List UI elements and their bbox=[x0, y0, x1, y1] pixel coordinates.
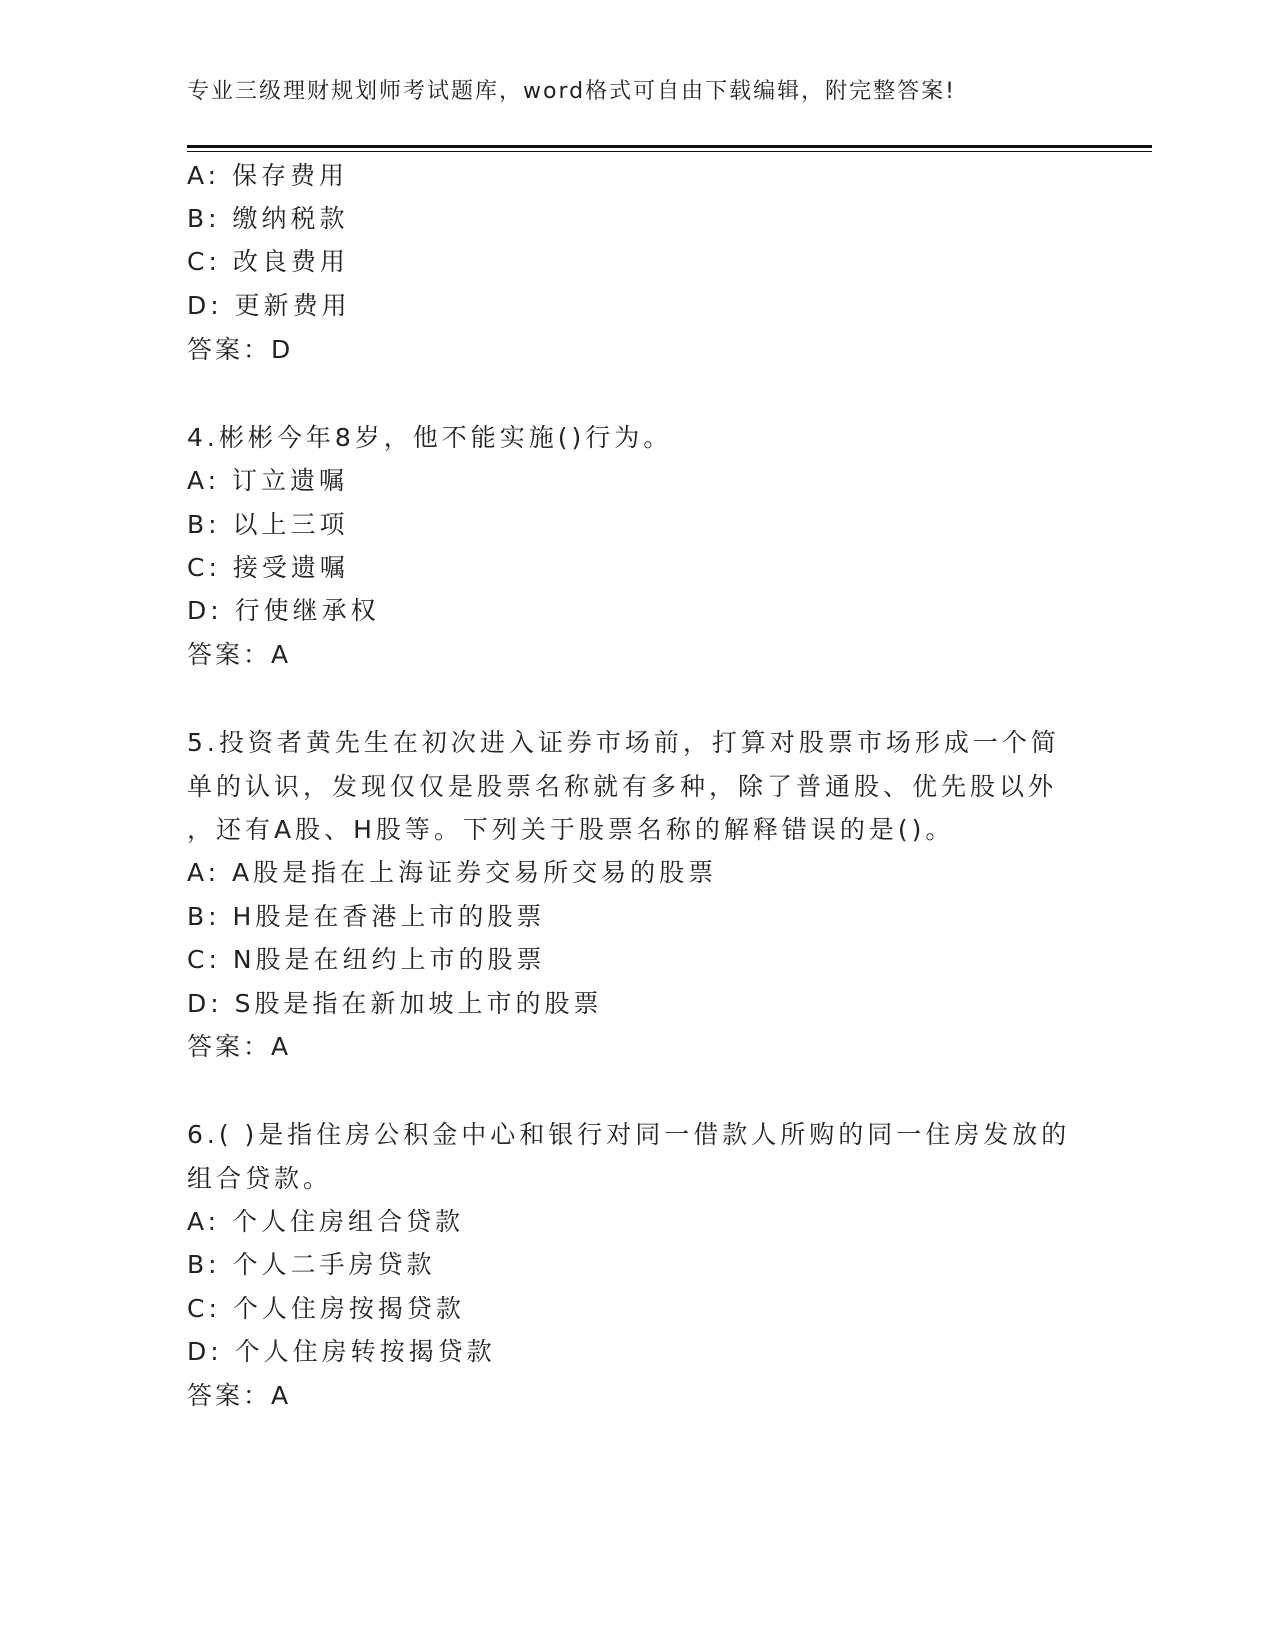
q6-stem-line-2: 组合贷款。 bbox=[187, 1164, 333, 1193]
header-rule-thick bbox=[187, 145, 1152, 148]
q4-answer: 答案：A bbox=[187, 640, 292, 669]
q5-stem-line-1: 5.投资者黄先生在初次进入证券市场前，打算对股票市场形成一个简 bbox=[187, 728, 1060, 757]
q5-option-d: D: S股是指在新加坡上市的股票 bbox=[187, 989, 603, 1018]
q4-option-d: D: 行使继承权 bbox=[187, 596, 380, 625]
q5-option-a: A: A股是指在上海证券交易所交易的股票 bbox=[187, 858, 718, 887]
q3-option-c: C: 改良费用 bbox=[187, 247, 349, 276]
q5-option-c: C: N股是在纽约上市的股票 bbox=[187, 945, 546, 974]
q3-answer: 答案：D bbox=[187, 335, 294, 364]
q6-stem-line-1: 6.( )是指住房公积金中心和银行对同一借款人所购的同一住房发放的 bbox=[187, 1120, 1071, 1149]
q4-option-a: A: 订立遗嘱 bbox=[187, 466, 349, 495]
q3-option-a: A: 保存费用 bbox=[187, 161, 349, 190]
q5-stem-line-3: ，还有A股、H股等。下列关于股票名称的解释错误的是()。 bbox=[187, 815, 955, 844]
q6-option-c: C: 个人住房按揭贷款 bbox=[187, 1294, 465, 1323]
page-header: 专业三级理财规划师考试题库，word格式可自由下载编辑，附完整答案! bbox=[187, 79, 956, 104]
header-rule-thin bbox=[187, 151, 1152, 152]
q4-option-c: C: 接受遗嘱 bbox=[187, 553, 349, 582]
q3-option-b: B: 缴纳税款 bbox=[187, 204, 349, 233]
q4-stem: 4.彬彬今年8岁，他不能实施()行为。 bbox=[187, 423, 673, 452]
q5-option-b: B: H股是在香港上市的股票 bbox=[187, 902, 546, 931]
q5-stem-line-2: 单的认识，发现仅仅是股票名称就有多种，除了普通股、优先股以外 bbox=[187, 772, 1058, 801]
q4-option-b: B: 以上三项 bbox=[187, 510, 349, 539]
q6-option-d: D: 个人住房转按揭贷款 bbox=[187, 1337, 496, 1366]
q6-option-a: A: 个人住房组合贷款 bbox=[187, 1207, 465, 1236]
q5-answer: 答案：A bbox=[187, 1032, 292, 1061]
q6-answer: 答案：A bbox=[187, 1381, 292, 1410]
q6-option-b: B: 个人二手房贷款 bbox=[187, 1250, 436, 1279]
q3-option-d: D: 更新费用 bbox=[187, 291, 351, 320]
